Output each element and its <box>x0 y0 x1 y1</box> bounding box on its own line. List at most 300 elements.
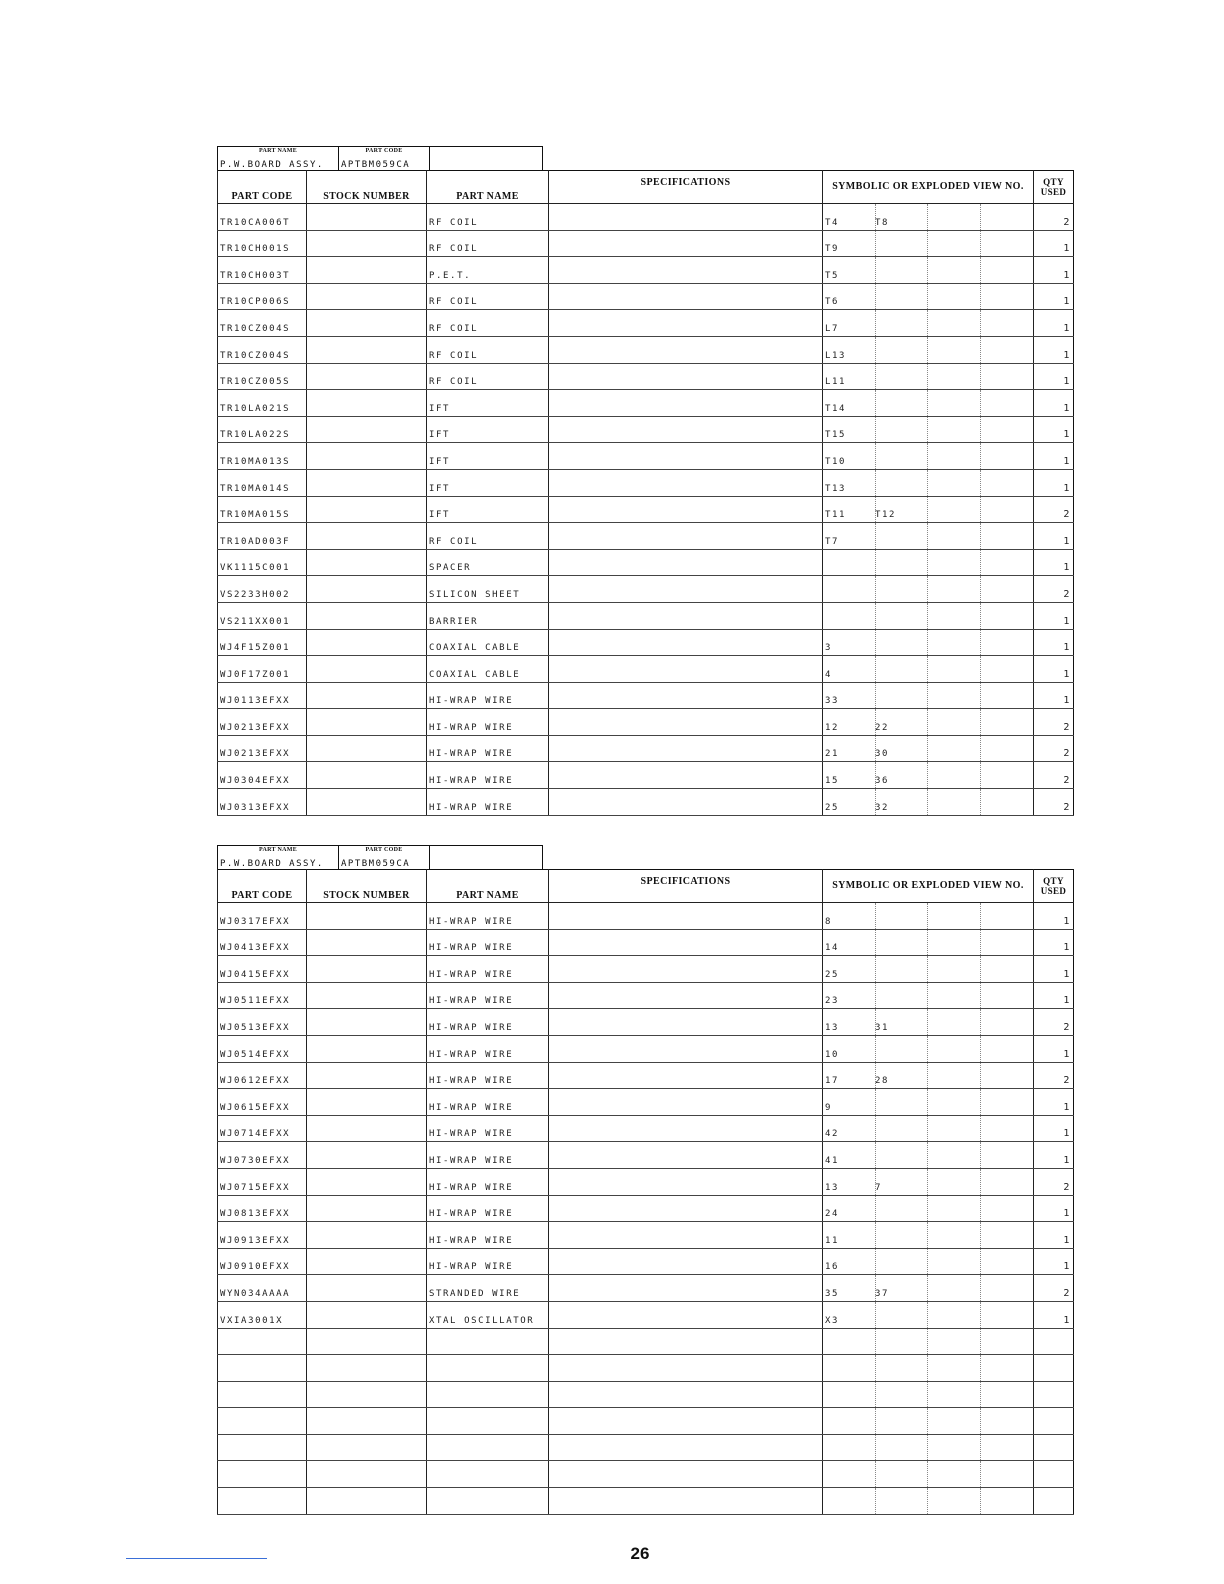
dotted-divider <box>980 1461 981 1487</box>
qty-cell: 2 <box>1034 204 1074 231</box>
parts-table <box>217 869 1074 1515</box>
table-row <box>218 682 1074 709</box>
symbol-primary: T5 <box>825 270 840 281</box>
dotted-divider <box>875 762 876 788</box>
table-row <box>218 1009 1074 1036</box>
dotted-divider <box>927 497 928 523</box>
part-name-cell: HI-WRAP WIRE <box>427 1062 549 1089</box>
symbol-primary: T7 <box>825 536 840 547</box>
stock-number-cell <box>307 363 427 390</box>
qty-cell: 1 <box>1034 469 1074 496</box>
part-name-cell <box>427 1408 549 1435</box>
dotted-divider <box>875 956 876 982</box>
stock-number-cell <box>307 230 427 257</box>
dotted-divider <box>927 523 928 549</box>
dotted-divider <box>875 1488 876 1514</box>
symbol-primary: 11 <box>825 1235 840 1246</box>
table-header-row <box>218 870 1074 903</box>
symbolic-cell <box>823 1062 1034 1089</box>
assembly-name: P.W.BOARD ASSY. <box>220 160 324 170</box>
dotted-divider <box>875 310 876 336</box>
qty-cell: 1 <box>1034 549 1074 576</box>
dotted-divider <box>980 709 981 735</box>
qty-cell: 1 <box>1034 1248 1074 1275</box>
symbol-primary: X3 <box>825 1315 840 1326</box>
symbolic-cell <box>823 1355 1034 1382</box>
dotted-divider <box>980 1196 981 1222</box>
dotted-divider <box>980 736 981 762</box>
symbolic-cell <box>823 469 1034 496</box>
part-name-cell: BARRIER <box>427 602 549 629</box>
part-code-cell: WJ0714EFXX <box>218 1115 307 1142</box>
dotted-divider <box>927 630 928 656</box>
part-header-box <box>217 146 543 171</box>
part-name-cell: HI-WRAP WIRE <box>427 903 549 930</box>
specifications-cell <box>549 1222 823 1249</box>
part-code-cell: WJ0F17Z001 <box>218 656 307 683</box>
part-name-cell <box>427 1434 549 1461</box>
stock-number-cell <box>307 1461 427 1488</box>
dotted-divider <box>927 709 928 735</box>
dotted-divider <box>927 1461 928 1487</box>
specifications-cell <box>549 1168 823 1195</box>
part-code-cell: TR10CZ004S <box>218 336 307 363</box>
qty-cell: 1 <box>1034 523 1074 550</box>
part-code-cell: WJ0415EFXX <box>218 956 307 983</box>
symbol-primary: 25 <box>825 802 840 813</box>
symbolic-cell <box>823 762 1034 789</box>
dotted-divider <box>927 1249 928 1275</box>
qty-cell: 1 <box>1034 1142 1074 1169</box>
qty-cell: 1 <box>1034 257 1074 284</box>
part-name-cell: HI-WRAP WIRE <box>427 1168 549 1195</box>
dotted-divider <box>980 762 981 788</box>
symbolic-cell <box>823 576 1034 603</box>
symbol-primary: 4 <box>825 669 833 680</box>
table-row <box>218 496 1074 523</box>
dotted-divider <box>927 1382 928 1408</box>
specifications-cell <box>549 469 823 496</box>
table-row <box>218 1062 1074 1089</box>
part-code-cell <box>218 1488 307 1515</box>
table-row <box>218 1301 1074 1328</box>
symbolic-cell <box>823 1035 1034 1062</box>
dotted-divider <box>927 956 928 982</box>
specifications-cell <box>549 956 823 983</box>
dotted-divider <box>927 550 928 576</box>
qty-cell <box>1034 1408 1074 1435</box>
symbolic-cell <box>823 443 1034 470</box>
dotted-divider <box>927 930 928 956</box>
table-row <box>218 602 1074 629</box>
dotted-divider <box>927 1196 928 1222</box>
part-name-cell: RF COIL <box>427 523 549 550</box>
dotted-divider <box>875 983 876 1009</box>
part-name-cell <box>427 1355 549 1382</box>
stock-number-cell <box>307 602 427 629</box>
part-code-cell: WJ0514EFXX <box>218 1035 307 1062</box>
dotted-divider <box>980 497 981 523</box>
dotted-divider <box>927 903 928 929</box>
part-name-label: PART NAME <box>258 847 298 853</box>
dotted-divider <box>980 1116 981 1142</box>
symbol-secondary: 28 <box>875 1076 890 1087</box>
dotted-divider <box>875 1222 876 1248</box>
part-code-cell: TR10MA013S <box>218 443 307 470</box>
stock-number-cell <box>307 1062 427 1089</box>
dotted-divider <box>927 443 928 469</box>
table-row <box>218 549 1074 576</box>
symbolic-cell <box>823 1301 1034 1328</box>
dotted-divider <box>927 1302 928 1328</box>
part-code-cell: WJ0913EFXX <box>218 1222 307 1249</box>
part-name-cell: IFT <box>427 443 549 470</box>
part-code-label: PART CODE <box>365 847 403 853</box>
table-row <box>218 1248 1074 1275</box>
part-name-cell: HI-WRAP WIRE <box>427 1222 549 1249</box>
dotted-divider <box>927 310 928 336</box>
table-row <box>218 336 1074 363</box>
table-row <box>218 1275 1074 1302</box>
part-name-cell: COAXIAL CABLE <box>427 629 549 656</box>
dotted-divider <box>875 656 876 682</box>
symbolic-cell <box>823 310 1034 337</box>
symbolic-cell <box>823 629 1034 656</box>
symbol-primary: 3 <box>825 643 833 654</box>
col-qty-used: QTY USED <box>1034 870 1074 903</box>
dotted-divider <box>875 204 876 230</box>
dotted-divider <box>927 1355 928 1381</box>
dotted-divider <box>927 603 928 629</box>
symbol-secondary: 31 <box>875 1022 890 1033</box>
specifications-cell <box>549 1408 823 1435</box>
table-row <box>218 1328 1074 1355</box>
symbol-primary: L11 <box>825 377 847 388</box>
table-row <box>218 1222 1074 1249</box>
stock-number-cell <box>307 1275 427 1302</box>
dotted-divider <box>875 576 876 602</box>
qty-cell: 2 <box>1034 1062 1074 1089</box>
symbolic-cell <box>823 1381 1034 1408</box>
dotted-divider <box>927 337 928 363</box>
stock-number-cell <box>307 1009 427 1036</box>
dotted-divider <box>927 1089 928 1115</box>
part-code-cell: WJ0615EFXX <box>218 1089 307 1116</box>
table-row <box>218 1115 1074 1142</box>
stock-number-cell <box>307 1408 427 1435</box>
symbolic-cell <box>823 789 1034 816</box>
qty-cell: 2 <box>1034 789 1074 816</box>
symbolic-cell <box>823 1222 1034 1249</box>
col-part-name: PART NAME <box>427 171 549 204</box>
part-code-cell: TR10LA022S <box>218 416 307 443</box>
symbolic-cell <box>823 1142 1034 1169</box>
dotted-divider <box>980 1275 981 1301</box>
specifications-cell <box>549 929 823 956</box>
part-name-cell: RF COIL <box>427 363 549 390</box>
symbol-secondary: 7 <box>875 1182 883 1193</box>
table-row <box>218 390 1074 417</box>
symbolic-cell <box>823 416 1034 443</box>
dotted-divider <box>980 956 981 982</box>
stock-number-cell <box>307 1488 427 1515</box>
part-code-cell: WYN034AAAA <box>218 1275 307 1302</box>
symbolic-cell <box>823 1488 1034 1515</box>
part-code-cell: WJ4F15Z001 <box>218 629 307 656</box>
stock-number-cell <box>307 1434 427 1461</box>
table-row <box>218 762 1074 789</box>
part-code-cell: WJ0213EFXX <box>218 709 307 736</box>
dotted-divider <box>980 364 981 390</box>
part-name-cell: HI-WRAP WIRE <box>427 956 549 983</box>
dotted-divider <box>927 1169 928 1195</box>
dotted-divider <box>980 656 981 682</box>
part-name-cell: HI-WRAP WIRE <box>427 982 549 1009</box>
symbol-primary: T10 <box>825 456 847 467</box>
part-name-cell: HI-WRAP WIRE <box>427 1089 549 1116</box>
part-name-cell: RF COIL <box>427 336 549 363</box>
part-code-label: PART CODE <box>365 148 403 154</box>
qty-cell: 2 <box>1034 735 1074 762</box>
specifications-cell <box>549 1355 823 1382</box>
dotted-divider <box>875 284 876 310</box>
symbol-primary: 17 <box>825 1076 840 1087</box>
part-name-cell: IFT <box>427 390 549 417</box>
table-row <box>218 1035 1074 1062</box>
dotted-divider <box>980 417 981 443</box>
part-name-cell: IFT <box>427 416 549 443</box>
symbol-primary: 14 <box>825 943 840 954</box>
qty-cell: 1 <box>1034 929 1074 956</box>
qty-cell: 1 <box>1034 1089 1074 1116</box>
dotted-divider <box>875 1329 876 1355</box>
stock-number-cell <box>307 310 427 337</box>
specifications-cell <box>549 1248 823 1275</box>
part-code-cell: TR10AD003F <box>218 523 307 550</box>
part-code-cell: WJ0113EFXX <box>218 682 307 709</box>
symbolic-cell <box>823 549 1034 576</box>
part-name-cell: SPACER <box>427 549 549 576</box>
specifications-cell <box>549 1089 823 1116</box>
dotted-divider <box>875 1275 876 1301</box>
part-header-box <box>217 845 543 870</box>
stock-number-cell <box>307 1328 427 1355</box>
dotted-divider <box>980 204 981 230</box>
stock-number-cell <box>307 789 427 816</box>
stock-number-cell <box>307 576 427 603</box>
part-name-cell: P.E.T. <box>427 257 549 284</box>
parts-table-body <box>218 204 1074 816</box>
stock-number-cell <box>307 629 427 656</box>
specifications-cell <box>549 1488 823 1515</box>
part-name-cell: HI-WRAP WIRE <box>427 1009 549 1036</box>
qty-cell: 1 <box>1034 443 1074 470</box>
dotted-divider <box>980 1089 981 1115</box>
dotted-divider <box>980 310 981 336</box>
symbol-secondary: T8 <box>875 217 890 228</box>
stock-number-cell <box>307 469 427 496</box>
symbolic-cell <box>823 602 1034 629</box>
part-name-cell: RF COIL <box>427 204 549 231</box>
qty-cell: 2 <box>1034 1275 1074 1302</box>
dotted-divider <box>927 1275 928 1301</box>
symbol-secondary: 22 <box>875 722 890 733</box>
part-name-cell <box>427 1328 549 1355</box>
specifications-cell <box>549 1142 823 1169</box>
dotted-divider <box>927 1488 928 1514</box>
symbolic-cell <box>823 1009 1034 1036</box>
part-code-cell: TR10CP006S <box>218 283 307 310</box>
part-code-cell <box>339 846 430 870</box>
part-name-cell <box>427 1461 549 1488</box>
table-row <box>218 443 1074 470</box>
dotted-divider <box>927 470 928 496</box>
dotted-divider <box>875 257 876 283</box>
col-symbolic: SYMBOLIC OR EXPLODED VIEW NO. <box>823 870 1034 903</box>
assembly-name: P.W.BOARD ASSY. <box>220 859 324 869</box>
col-part-code: PART CODE <box>218 171 307 204</box>
part-name-cell: HI-WRAP WIRE <box>427 762 549 789</box>
stock-number-cell <box>307 390 427 417</box>
specifications-cell <box>549 390 823 417</box>
dotted-divider <box>927 364 928 390</box>
dotted-divider <box>980 1063 981 1089</box>
symbolic-cell <box>823 1168 1034 1195</box>
table-row <box>218 956 1074 983</box>
part-name-cell: XTAL OSCILLATOR <box>427 1301 549 1328</box>
symbolic-cell <box>823 1408 1034 1435</box>
assembly-code: APTBM059CA <box>341 160 411 170</box>
dotted-divider <box>927 284 928 310</box>
qty-cell <box>1034 1488 1074 1515</box>
part-name-cell: IFT <box>427 469 549 496</box>
part-name-cell <box>218 846 339 870</box>
dotted-divider <box>980 257 981 283</box>
part-name-cell: SILICON SHEET <box>427 576 549 603</box>
part-name-cell: HI-WRAP WIRE <box>427 682 549 709</box>
part-name-cell <box>218 147 339 171</box>
part-code-cell: WJ0813EFXX <box>218 1195 307 1222</box>
dotted-divider <box>927 736 928 762</box>
table-row <box>218 576 1074 603</box>
dotted-divider <box>875 1063 876 1089</box>
part-code-cell: TR10CZ005S <box>218 363 307 390</box>
dotted-divider <box>980 1222 981 1248</box>
part-name-cell: HI-WRAP WIRE <box>427 1142 549 1169</box>
symbolic-cell <box>823 390 1034 417</box>
qty-cell <box>1034 1355 1074 1382</box>
symbolic-cell <box>823 363 1034 390</box>
dotted-divider <box>875 1089 876 1115</box>
part-code-cell <box>218 1434 307 1461</box>
col-qty-used: QTY USED <box>1034 171 1074 204</box>
qty-cell: 2 <box>1034 1009 1074 1036</box>
specifications-cell <box>549 762 823 789</box>
qty-cell: 1 <box>1034 1035 1074 1062</box>
symbol-primary: 15 <box>825 776 840 787</box>
stock-number-cell <box>307 1301 427 1328</box>
symbolic-cell <box>823 903 1034 930</box>
col-symbolic: SYMBOLIC OR EXPLODED VIEW NO. <box>823 171 1034 204</box>
symbolic-cell <box>823 656 1034 683</box>
stock-number-cell <box>307 735 427 762</box>
part-code-cell: TR10CH001S <box>218 230 307 257</box>
qty-cell: 1 <box>1034 1115 1074 1142</box>
symbolic-cell <box>823 1115 1034 1142</box>
symbolic-cell <box>823 204 1034 231</box>
dotted-divider <box>927 683 928 709</box>
qty-cell: 1 <box>1034 230 1074 257</box>
specifications-cell <box>549 416 823 443</box>
symbol-primary: 13 <box>825 1022 840 1033</box>
stock-number-cell <box>307 709 427 736</box>
dotted-divider <box>875 1382 876 1408</box>
table-row <box>218 656 1074 683</box>
table-row <box>218 709 1074 736</box>
symbolic-cell <box>823 1275 1034 1302</box>
part-code-cell: WJ0413EFXX <box>218 929 307 956</box>
specifications-cell <box>549 523 823 550</box>
specifications-cell <box>549 1115 823 1142</box>
part-code-cell <box>218 1328 307 1355</box>
table-row <box>218 310 1074 337</box>
qty-cell: 2 <box>1034 576 1074 603</box>
dotted-divider <box>875 470 876 496</box>
symbol-primary: 21 <box>825 749 840 760</box>
specifications-cell <box>549 1275 823 1302</box>
specifications-cell <box>549 789 823 816</box>
stock-number-cell <box>307 1035 427 1062</box>
dotted-divider <box>875 364 876 390</box>
symbol-secondary: T12 <box>875 510 897 521</box>
table-row <box>218 230 1074 257</box>
part-code-cell: TR10CZ004S <box>218 310 307 337</box>
dotted-divider <box>875 789 876 815</box>
stock-number-cell <box>307 956 427 983</box>
table-row <box>218 257 1074 284</box>
col-stock-number: STOCK NUMBER <box>307 171 427 204</box>
specifications-cell <box>549 310 823 337</box>
stock-number-cell <box>307 283 427 310</box>
qty-cell: 2 <box>1034 1168 1074 1195</box>
qty-cell: 1 <box>1034 416 1074 443</box>
dotted-divider <box>927 1063 928 1089</box>
symbolic-cell <box>823 1434 1034 1461</box>
dotted-divider <box>980 1249 981 1275</box>
dotted-divider <box>875 390 876 416</box>
specifications-cell <box>549 629 823 656</box>
stock-number-cell <box>307 496 427 523</box>
symbolic-cell <box>823 1328 1034 1355</box>
stock-number-cell <box>307 982 427 1009</box>
dotted-divider <box>875 550 876 576</box>
part-code-cell <box>339 147 430 171</box>
symbolic-cell <box>823 496 1034 523</box>
stock-number-cell <box>307 1195 427 1222</box>
part-code-cell: WJ0304EFXX <box>218 762 307 789</box>
table-row <box>218 1434 1074 1461</box>
dotted-divider <box>927 656 928 682</box>
dotted-divider <box>980 1142 981 1168</box>
symbol-primary: 8 <box>825 916 833 927</box>
specifications-cell <box>549 549 823 576</box>
part-name-label: PART NAME <box>258 148 298 154</box>
symbol-primary: T13 <box>825 483 847 494</box>
part-code-cell: WJ0213EFXX <box>218 735 307 762</box>
stock-number-cell <box>307 443 427 470</box>
part-code-cell: TR10MA014S <box>218 469 307 496</box>
symbolic-cell <box>823 956 1034 983</box>
